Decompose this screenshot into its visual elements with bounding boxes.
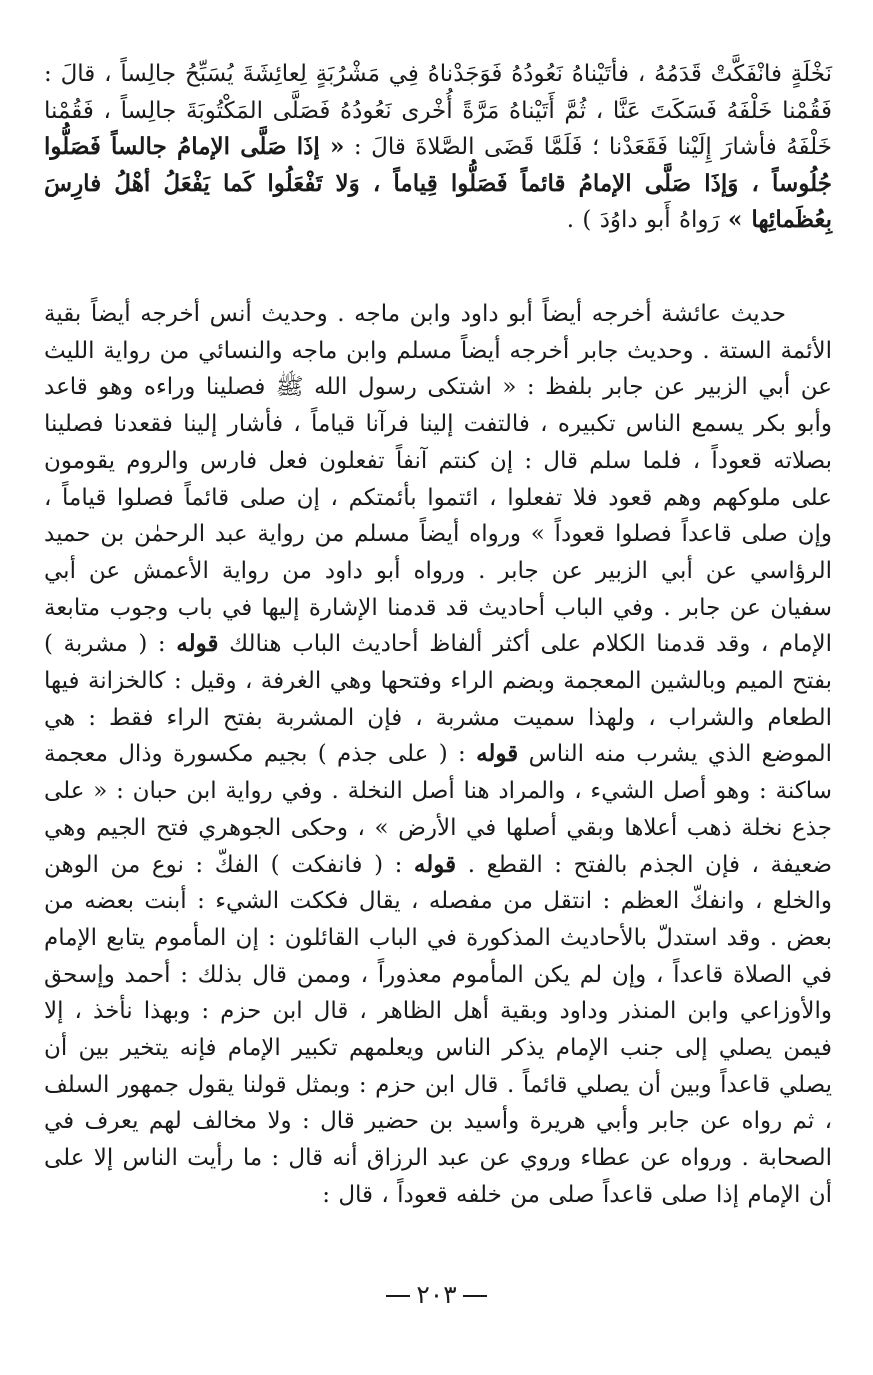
page-number-value: ٢٠٣ (416, 1280, 457, 1309)
qawluh-label-3: قوله (413, 850, 457, 878)
page-number (0, 1280, 873, 1309)
commentary-jidhm: : ( على جذم ) بجيم مكسورة وذال معجمة ساكنة : وهو أصل الشيء ، والمراد هنا أصل النخلة . وفي رواية ابن حبان : « على جذع نخلة ذهب أعلاها وبقي أصلها في الأرض » ، وحكى الجوهري فتح الجيم وهي ضعيفة ، فإن الجذم بالفتح : القطع . (44, 741, 833, 878)
qawluh-label-2: قوله (476, 740, 519, 768)
hadith-text (44, 56, 832, 239)
page-number-dash-right (386, 1295, 410, 1297)
commentary-mashraba: : ( مشربة ) بفتح الميم وبالشين المعجمة وبضم الراء وفتحها وهي الغرفة ، وقيل : كالخزانة فيها الطعام والشراب ، ولهذا سميت مشربة ، فإن المشربة بفتح الراء فقط : هي الموضع الذي يشرب منه الناس (44, 631, 833, 768)
page-number-dash-left (463, 1295, 487, 1297)
qawluh-label-1: قوله (176, 630, 219, 658)
commentary-infakkat: : ( فانفكت ) الفكّ : نوع من الوهن والخلع ، وانفكّ العظم : انتقل من مفصله ، يقال فككت الشيء : أبنت بعضه من بعض . وقد استدلّ بالأحاديث المذكورة في الباب القائلون : إن المأموم يتابع الإمام في الصلاة قاعداً ، وإن لم يكن المأموم معذوراً ، وممن قال بذلك : أحمد وإسحق والأوزاعي وابن المنذر وداود وبقية أهل الظاهر ، قال ابن حزم : وبهذا نأخذ ، إلا فيمن يصلي إلى جنب الإمام يذكر الناس ويعلمهم تكبير الإمام فإنه يتخير بين أن يصلي قاعداً وبين أن يصلي قائماً . قال ابن حزم : وبمثل قولنا يقول جمهور السلف ، ثم رواه عن جابر وأبي هريرة وأسيد بن حضير قال : ولا مخالف لهم يعرف في الصحابة . ورواه عن عطاء وروي عن عبد الرزاق أنه قال : ما رأيت الناس إلا على أن الإمام إذا صلى قاعداً صلى من خلفه قعوداً ، قال : (44, 851, 832, 1208)
hadith-prophetic-quote: « إذَا صَلَّى الإمامُ جالساً فَصَلُّوا جُلُوساً ، وَإذَا صَلَّى الإمامُ قائماً فَصَلُّوا قِياماً ، وَلا تَفْعَلُوا كَما يَفْعَلُ أهْلُ فارِسَ بِعُظَمائِها » (44, 133, 832, 234)
hadith-attribution: رَواهُ أَبو داوُدَ ) . (566, 207, 720, 234)
hadith-intro: نَخْلَةٍ فانْفَكَّتْ قَدَمُهُ ، فأتَيْناهُ نَعُودُهُ فَوَجَدْناهُ فِي مَشْرُبَةٍ لِعائِشَةَ يُسَبِّحُ جالِساً ، قالَ : فَقُمْنا خَلْفَهُ فَسَكَتَ عَنَّا ، ثُمَّ أَتَيْناهُ مَرَّةً أُخْرى نَعُودُهُ فَصَلَّى المَكْتُوبَةَ جالِساً ، فَقُمْنا خَلْفَهُ فأشارَ إِلَيْنا فَقَعَدْنا ؛ فَلَمَّا قَضَى الصَّلاةَ قالَ : (44, 61, 833, 161)
commentary-text (44, 296, 832, 1214)
commentary-intro: حديث عائشة أخرجه أيضاً أبو داود وابن ماجه . وحديث أنس أخرجه أيضاً بقية الأئمة الستة . وحديث جابر أخرجه أيضاً مسلم وابن ماجه والنسائي من رواية الليث عن أبي الزبير عن جابر بلفظ : « اشتكى رسول الله ﷺ فصلينا وراءه وهو قاعد وأبو بكر يسمع الناس تكبيره ، فالتفت إلينا فرآنا قياماً ، فأشار إلينا فقعدنا فصلينا بصلاته قعوداً ، فلما سلم قال : إن كنتم آنفاً تفعلون فعل فارس والروم يقومون على ملوكهم وهم قعود فلا تفعلوا ، ائتموا بأئمتكم ، إن صلى قائماً فصلوا قياماً ، وإن صلى قاعداً فصلوا قعوداً » ورواه أيضاً مسلم من رواية عبد الرحمٰن بن حميد الرؤاسي عن أبي الزبير عن جابر . ورواه أبو داود من رواية الأعمش عن أبي سفيان عن جابر . وفي الباب أحاديث قد قدمنا الإشارة إليها في باب وجوب متابعة الإمام ، وقد قدمنا الكلام على أكثر ألفاظ أحاديث الباب هنالك (44, 301, 832, 658)
